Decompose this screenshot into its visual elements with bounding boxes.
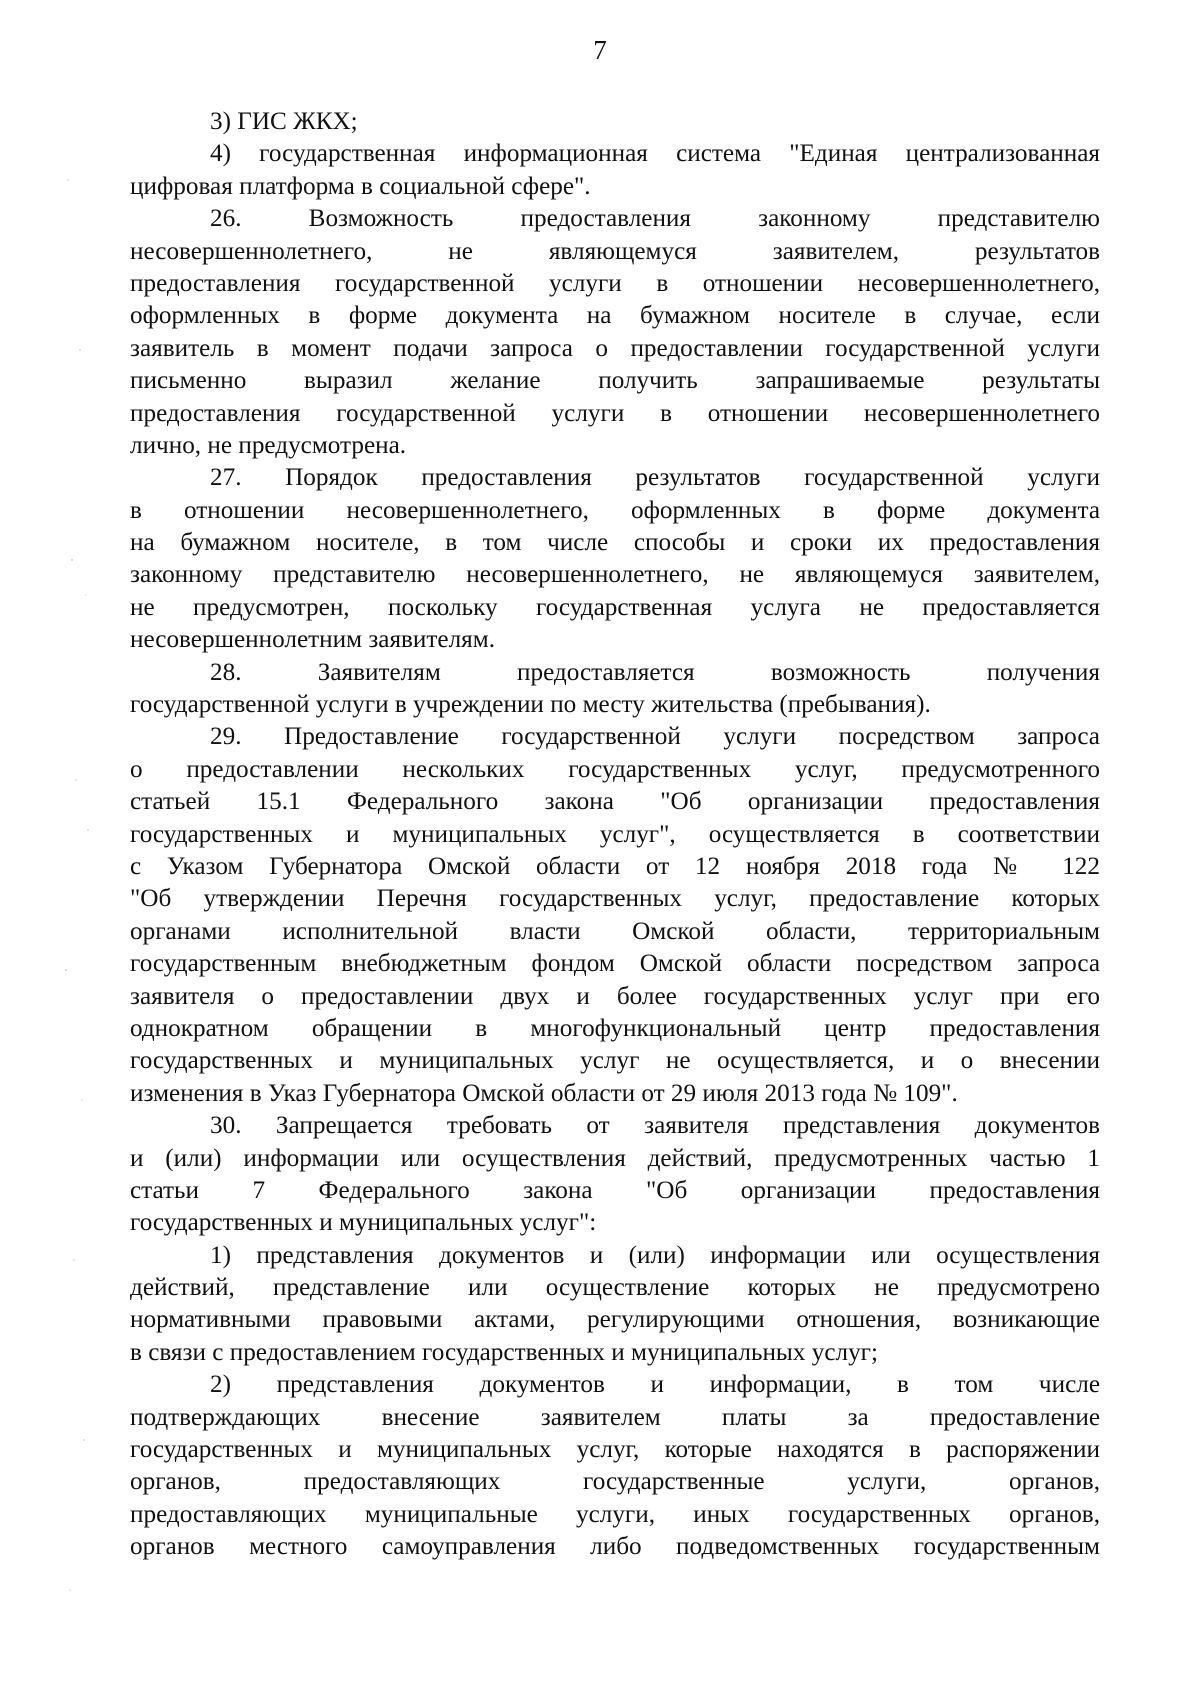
- text-line: государственной услуги в учреждении по месту жительства (пребывания).: [130, 691, 931, 719]
- text-line: государственных и муниципальных услуг", осуществляется в соответствии: [130, 820, 1100, 848]
- text-line: оформленных в форме документа на бумажном носителе в случае, если: [130, 302, 1100, 330]
- text-line: предоставляющих муниципальные услуги, иных государственных органов,: [130, 1500, 1100, 1528]
- text-line: государственных и муниципальных услуг не осуществляется, и о внесении: [130, 1047, 1100, 1075]
- text-line: органами исполнительной власти Омской области, территориальным: [130, 917, 1100, 945]
- text-line: 28. Заявителям предоставляется возможность получения: [210, 658, 1100, 686]
- text-line: действий, представление или осуществление которых не предусмотрено: [130, 1274, 1100, 1302]
- scan-edge-noise: [58, 140, 98, 1640]
- text-line: письменно выразил желание получить запрашиваемые результаты: [130, 367, 1100, 395]
- text-line: не предусмотрен, поскольку государственная услуга не предоставляется: [130, 593, 1100, 621]
- text-line: статьи 7 Федерального закона "Об организации предоставления: [130, 1176, 1100, 1204]
- text-line: 2) представления документов и информации, в том числе: [210, 1371, 1100, 1399]
- text-line: 26. Возможность предоставления законному представителю: [210, 205, 1100, 233]
- text-line: 29. Предоставление государственной услуги посредством запроса: [210, 723, 1100, 751]
- text-line: "Об утверждении Перечня государственных услуг, предоставление которых: [130, 885, 1100, 913]
- text-line: 3) ГИС ЖКХ;: [210, 108, 358, 135]
- text-line: предоставления государственной услуги в отношении несовершеннолетнего: [130, 399, 1100, 427]
- text-line: нормативными правовыми актами, регулирующими отношения, возникающие: [130, 1306, 1100, 1334]
- text-line: органов, предоставляющих государственные услуги, органов,: [130, 1468, 1100, 1496]
- text-line: в отношении несовершеннолетнего, оформленных в форме документа: [130, 496, 1100, 524]
- text-line: предоставления государственной услуги в отношении несовершеннолетнего,: [130, 269, 1100, 297]
- text-line: государственных и муниципальных услуг":: [130, 1209, 597, 1237]
- text-line: на бумажном носителе, в том числе способы и сроки их предоставления: [130, 529, 1100, 557]
- page-number: 7: [593, 35, 607, 65]
- text-line: с Указом Губернатора Омской области от 12 ноября 2018 года № 122: [130, 852, 1100, 880]
- document-body: [130, 106, 1100, 1564]
- text-line: лично, не предусмотрена.: [130, 431, 407, 459]
- text-line: в связи с предоставлением государственных и муниципальных услуг;: [130, 1338, 878, 1366]
- text-line: 30. Запрещается требовать от заявителя представления документов: [210, 1112, 1100, 1140]
- text-line: заявителя о предоставлении двух и более государственных услуг при его: [130, 982, 1100, 1010]
- text-line: 4) государственная информационная система "Единая централизованная: [210, 140, 1100, 168]
- text-line: 1) представления документов и (или) информации или осуществления: [210, 1241, 1100, 1269]
- text-line: цифровая платформа в социальной сфере".: [130, 172, 591, 200]
- text-line: однократном обращении в многофункциональный центр предоставления: [130, 1014, 1100, 1042]
- text-line: 27. Порядок предоставления результатов государственной услуги: [210, 464, 1100, 492]
- text-line: заявитель в момент подачи запроса о предоставлении государственной услуги: [130, 334, 1100, 362]
- text-line: подтверждающих внесение заявителем платы за предоставление: [130, 1403, 1100, 1431]
- text-line: изменения в Указ Губернатора Омской области от 29 июля 2013 года № 109".: [130, 1079, 958, 1107]
- text-line: государственным внебюджетным фондом Омской области посредством запроса: [130, 950, 1100, 978]
- text-line: законному представителю несовершеннолетнего, не являющемуся заявителем,: [130, 561, 1100, 589]
- text-line: несовершеннолетним заявителям.: [130, 626, 495, 654]
- text-line: государственных и муниципальных услуг, которые находятся в распоряжении: [130, 1436, 1100, 1464]
- text-line: несовершеннолетнего, не являющемуся заявителем, результатов: [130, 237, 1100, 265]
- text-line: органов местного самоуправления либо подведомственных государственным: [130, 1533, 1100, 1561]
- text-line: и (или) информации или осуществления действий, предусмотренных частью 1: [130, 1144, 1100, 1172]
- text-line: статьей 15.1 Федерального закона "Об организации предоставления: [130, 788, 1100, 816]
- text-line: о предоставлении нескольких государственных услуг, предусмотренного: [130, 755, 1100, 783]
